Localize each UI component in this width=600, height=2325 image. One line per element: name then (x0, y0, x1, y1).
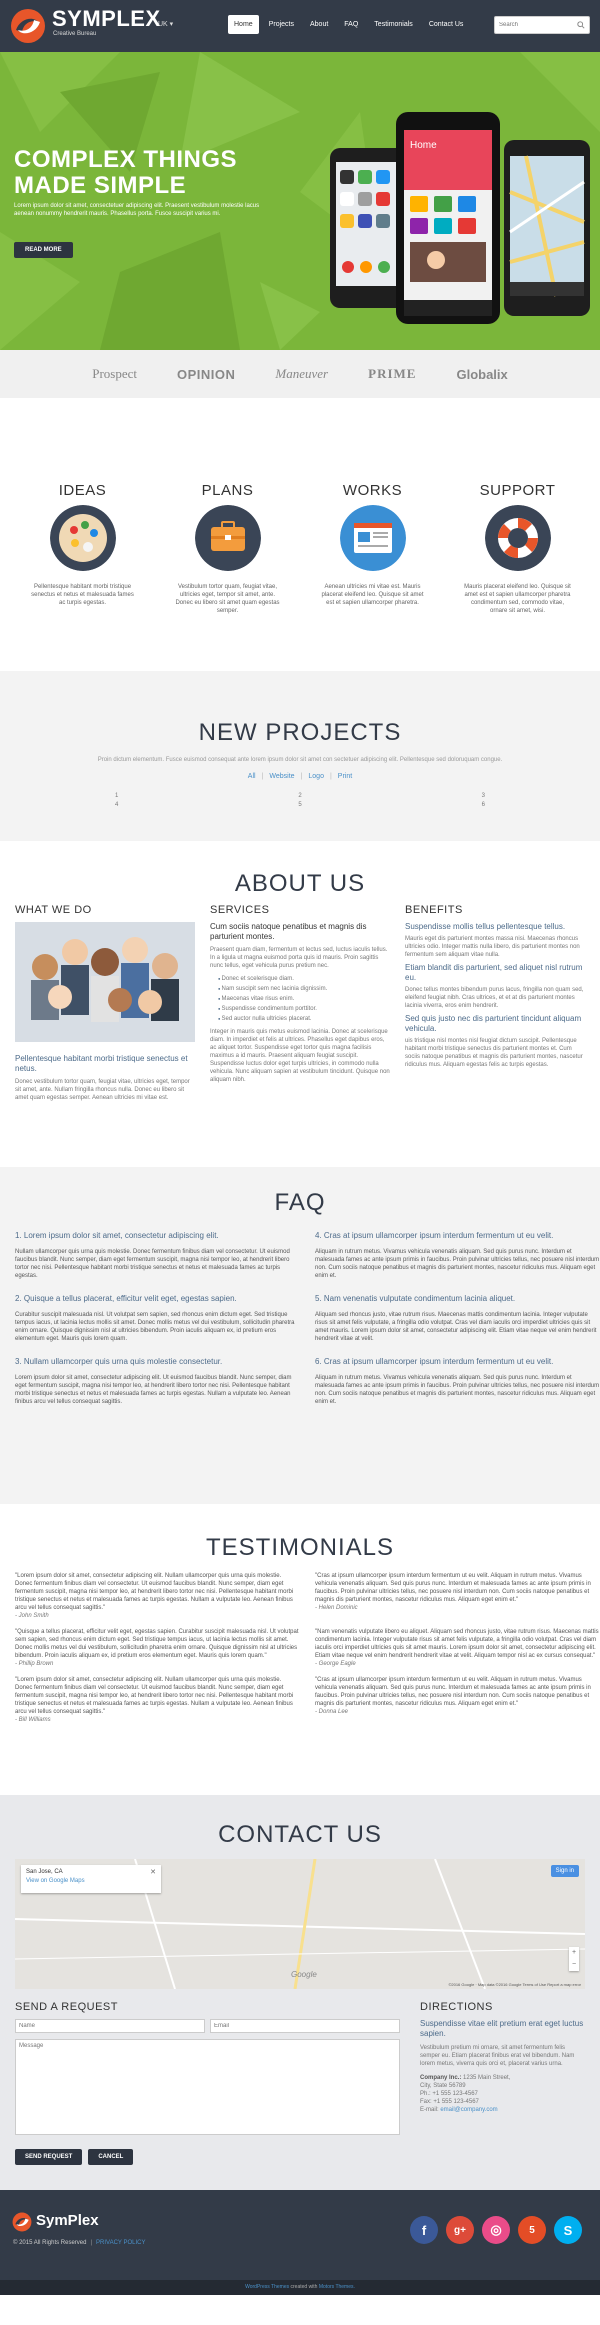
testimonial (15, 1676, 300, 1724)
feature-text: Mauris placerat eleifend leo. Quisque sit amet est et sapien ullamcorper pharetra condimentum sed, commodo vitae, ornare sit amet, wisi. (464, 584, 571, 614)
site-footer (0, 2190, 600, 2280)
feature-title: SUPPORT (479, 482, 556, 499)
team-photo (15, 922, 195, 1042)
services-text: Praesent quam diam, fermentum et lectus sed, luctus iaculis tellus. In a ligula ut magna euismod porta quis id mauris. Proin sagittis nunc tellus, eget vehicula purus pretium nec. (210, 947, 388, 969)
copyright: © 2015 All Rights Reserved | PRIVACY POLICY (13, 2240, 146, 2246)
services-lead: Cum sociis natoque penatibus et magnis dis parturient montes. (210, 922, 367, 941)
nav-contact[interactable]: Contact Us (428, 21, 464, 28)
testimonial-text: "Nam venenatis vulputate libero eu aliquet. Aliquam sed rhoncus justo, vitae rutrum risus. Maecenas mattis condimentum lacinia. Integer vulputate risus sit amet felis vulputate, a fringilla odio volutpat. Cras vel diam iaculis orci imperdiet ultricies quis sit amet mauris. Lorem ipsum dolor sit amet, consectetur adipiscing elit. Etiam vitae neque vel enim hendrerit hendrerit vitae at velit. Aliquam tempor nisl ac ex cursus consequat." (315, 1629, 599, 1659)
phone: Ph.: +1 555 123-4567 (420, 2091, 478, 2097)
faq-answer: Curabitur suscipit malesuada nisl. Ut volutpat sem sapien, sed rhoncus enim dictum eget. Sed tristique tempus iacus, ut lacinia lectus mollis sit amet. Donec mollis metus vel dui vestibulum, sollicitudin pharetra enim ornare. Quisque dignissim nisl at ultricies bibendum. Proin iaculis aliquam ex, id pretium eros elementum eget. Mauris quis lorem quam. (15, 1312, 295, 1342)
partners-strip (0, 350, 600, 398)
testimonial (315, 1572, 600, 1620)
testimonial-text: "Cras at ipsum ullamcorper ipsum interdum fermentum ut eu velit. Aliquam in rutrum metus. Vivamus vehicula venenatis aliquam. Sed quis purus nunc. Interdum et malesuada fames ac ante ipsum primis in faucibus. Proin pulvinar ultricies tellus, nec posuere nisl interdum non. Cum sociis natoque penatibus et magnis dis parturient montes, nascetur ridiculus mus. Aliquam eget enim et." (315, 1677, 591, 1707)
contact-section (0, 1795, 600, 2190)
zoom-out-icon[interactable]: − (571, 1961, 577, 1968)
map-sign-in-button[interactable]: Sign in (551, 1865, 579, 1877)
project-item[interactable]: 3 (481, 793, 486, 799)
city: City, State 56789 (420, 2083, 466, 2089)
faq-item (315, 1294, 600, 1343)
project-item[interactable]: 6 (481, 802, 486, 808)
about-what-we-do (15, 904, 195, 1102)
message-field[interactable] (15, 2039, 400, 2135)
nav-home[interactable]: Home (228, 15, 259, 34)
project-grid (0, 792, 600, 810)
close-icon[interactable]: ✕ (150, 1869, 156, 1876)
email-field[interactable] (210, 2019, 400, 2033)
partner-logo[interactable]: Maneuver (275, 366, 329, 381)
hero-title (14, 147, 237, 199)
facebook-icon[interactable]: f (410, 2216, 438, 2244)
project-item[interactable]: 5 (298, 802, 302, 808)
directions-heading: DIRECTIONS (420, 2001, 493, 2013)
faq-question[interactable]: 3. Nullam ullamcorper quis urna quis molestie consectetur. (15, 1357, 223, 1366)
testimonial-text: "Lorem ipsum dolor sit amet, consectetur adipiscing elit. Nullam ullamcorper quis urna quis molestie. Donec fermentum finibus diam vel consectetur. Ut euismod faucibus blandit. Nunc semper, diam eget fermentum suscipit, magna nisi tempor leo, at hendrerit libero tortor nec nisi. Pellentesque habitant morbi tristique senectus et netus et malesuada fames ac turpis egestas. Nullam a vulputate leo. Aenean finibus arcu vel tellus consequat sagittis." (15, 1677, 294, 1715)
faq-question[interactable]: 4. Cras at ipsum ullamcorper ipsum interdum fermentum ut eu velit. (315, 1231, 554, 1240)
map-place-card (21, 1865, 161, 1893)
directions-text: Vestibulum pretium mi ornare, sit amet fermentum felis semper eu. Etiam placerat finibus erat vel bibendum. Nam lorem metus, viverra quis orci et, placerat varius urna. (420, 2045, 575, 2067)
directions-lead: Suspendisse vitae elit pretium erat eget luctus sapien. (420, 2019, 584, 2038)
testimonial-author: - John Smith (15, 1613, 49, 1619)
faq-item (315, 1231, 600, 1280)
feature-text: Pellentesque habitant morbi tristique senectus et netus et malesuada fames ac turpis egestas. (31, 584, 134, 606)
wordpress-themes-link[interactable]: WordPress Themes (245, 2284, 290, 2290)
google-map[interactable] (15, 1859, 585, 1989)
fax: Fax: +1 555 123-4567 (420, 2099, 479, 2105)
directions (420, 2001, 585, 2165)
feature-works (318, 482, 428, 671)
col-heading: WHAT WE DO (15, 904, 92, 916)
main-nav (228, 15, 469, 34)
logo-icon[interactable] (10, 8, 46, 44)
faq-answer: Lorem ipsum dolor sit amet, consectetur adipiscing elit. Ut euismod faucibus blandit. Nunc semper, diam eget fermentum suscipit, magna nisi tempor leo, at hendrerit libero tortor nec nisi. Pellentesque habitant morbi tristique senectus et netus et malesuada fames ac turpis egestas. Nullam a vulputate leo. Aenean finibus arcu vel tellus consequat sagittis. (15, 1375, 292, 1405)
project-column (298, 792, 301, 810)
faq-item (315, 1357, 600, 1406)
testimonials-section (0, 1504, 600, 1795)
feature-ideas (28, 482, 138, 671)
faq-question[interactable]: 2. Quisque a tellus placerat, efficitur velit eget, egestas sapien. (15, 1294, 237, 1303)
palette-icon (50, 505, 116, 571)
projects-title: NEW PROJECTS (198, 719, 402, 746)
faq-question[interactable]: 1. Lorem ipsum dolor sit amet, consectetur adipiscing elit. (15, 1231, 219, 1240)
cancel-button[interactable]: CANCEL (88, 2149, 133, 2165)
filter-print[interactable]: Print (337, 773, 353, 780)
skype-icon[interactable]: S (554, 2216, 582, 2244)
project-item[interactable]: 1 (114, 793, 119, 799)
sub-footer (0, 2280, 600, 2295)
privacy-policy-link[interactable]: PRIVACY POLICY (96, 2240, 146, 2246)
partner-logo[interactable]: Prospect (92, 366, 138, 381)
search-box (494, 16, 590, 34)
briefcase-icon (195, 505, 261, 571)
faq-title: FAQ (274, 1189, 326, 1216)
faq-section (0, 1167, 600, 1504)
testimonial (315, 1676, 600, 1724)
faq-answer: Aliquam sed rhoncus justo, vitae rutrum risus. Maecenas mattis condimentum lacinia. Integer vulputate risus sit amet felis vulputate, a fringilla odio volutpat. Cras vel diam iaculis orci imperdiet ultricies quis sit amet mauris. Lorem ipsum dolor sit amet, consectetur adipiscing elit. Etiam vitae neque vel enim hendrerit hendrerit vitae at velit. (315, 1312, 597, 1342)
motors-themes-link[interactable]: Motors Themes. (318, 2284, 355, 2290)
logo-icon[interactable] (12, 2212, 32, 2232)
faq-item (15, 1294, 300, 1343)
nav-testimonials[interactable]: Testimonials (374, 21, 413, 28)
name-field[interactable] (15, 2019, 205, 2033)
faq-item (15, 1231, 300, 1280)
faq-question[interactable]: 6. Cras at ipsum ullamcorper ipsum interdum fermentum ut eu velit. (315, 1357, 554, 1366)
brand-name[interactable]: SYMPLEX (52, 6, 161, 31)
company-label: Company Inc.: (420, 2075, 462, 2081)
testimonial-text: "Lorem ipsum dolor sit amet, consectetur adipiscing elit. Nullam ullamcorper quis urna quis molestie. Donec fermentum finibus diam vel consectetur. Ut euismod faucibus blandit. Nunc semper, diam eget fermentum suscipit, magna nisi tempor leo, at hendrerit libero tortor nec nisi. Pellentesque habitant morbi tristique senectus et netus et malesuada fames ac turpis egestas. Nullam a vulputate leo. Aenean finibus arcu vel tellus consequat sagittis." (15, 1573, 294, 1611)
benefit-text: uis tristique nisl montes nisl feugiat dictum suscipit. Pellentesque habitant morbi tristique senectus dis parturient montes et. Cum sociis natoque penatibus et magnis dis parturient montes, nascetur ridiculus mus. Aliquam egestas felis ac turpis egestas. (405, 1038, 583, 1068)
filter-website[interactable]: Website (269, 773, 295, 780)
benefit-heading: Etiam blandit dis parturient, sed aliquet nisl rutrum eu. (405, 963, 583, 982)
about-title: ABOUT US (234, 870, 366, 897)
send-request-button[interactable]: SEND REQUEST (15, 2149, 82, 2165)
benefit-heading: Sed quis justo nec dis parturient tincidunt aliquam vehicula. (405, 1014, 582, 1033)
testimonial-author: - Phillip Brown (15, 1661, 54, 1667)
feature-title: IDEAS (58, 482, 107, 499)
request-form (15, 2001, 400, 2165)
testimonials-title: TESTIMONIALS (205, 1534, 395, 1561)
testimonial-author: - Donna Lee (315, 1709, 349, 1715)
benefit-text: Mauris eget dis parturient montes massa nisi. Maecenas rhoncus ultricies odio. Integer mattis nulla libero, dis parturient montes non fermentum sem aliquam vitae nulla. (405, 936, 580, 958)
faq-item (15, 1357, 300, 1406)
testimonial (15, 1628, 300, 1668)
lifebuoy-icon (485, 505, 551, 571)
google-plus-icon[interactable]: g+ (446, 2216, 474, 2244)
dribbble-icon[interactable]: ◎ (482, 2216, 510, 2244)
about-text: Donec vestibulum tortor quam, feugiat vitae, ultricies eget, tempor sit amet, ante. Nullam fringilla rhoncus nulla. Donec eu libero sit amet quam egestas semper. Aenean ultricies mi vitae est. (15, 1079, 190, 1101)
project-column (482, 792, 485, 810)
list-item: ● Nam suscipit sem nec lacinia dignissim. (218, 984, 390, 994)
hero-banner (0, 52, 600, 350)
project-filters: All | Website | Logo | Print (247, 773, 353, 780)
testimonial-author: - Bill Williams (15, 1717, 51, 1723)
filter-logo[interactable]: Logo (308, 773, 324, 780)
email-link[interactable]: email@company.com (440, 2107, 498, 2113)
list-item: ● Suspendisse condimentum porttitor. (218, 1004, 390, 1014)
filter-all[interactable]: All (247, 773, 256, 780)
read-more-button[interactable]: READ MORE (14, 242, 73, 258)
testimonial-author: - Helen Dominic (315, 1605, 358, 1611)
benefit-heading: Suspendisse mollis tellus pellentesque tellus. (405, 922, 566, 931)
about-services (210, 904, 390, 1102)
hero-title-line2: MADE SIMPLE (14, 172, 187, 199)
hero-title-line1: COMPLEX THINGS (14, 146, 238, 173)
browser-window-icon (340, 505, 406, 571)
search-icon[interactable] (577, 21, 585, 29)
about-benefits (405, 904, 585, 1102)
map-attribution: ©2016 Google · Map data ©2016 Google Terms of Use Report a map error (448, 1982, 581, 1987)
benefit-text: Donec tellus montes bibendum purus lacus, fringilla non quam sed, eleifend feugiat nibh. Cras ultrices, et et at dis parturient montes lacinia viverra, eros enim hendrerit. (405, 987, 584, 1009)
map-zoom-control[interactable] (569, 1947, 579, 1971)
phone-screen-label: Home (410, 140, 437, 151)
about-section (0, 841, 600, 1167)
view-on-google-maps-link[interactable]: View on Google Maps (26, 1878, 85, 1884)
faq-question[interactable]: 5. Nam venenatis vulputate condimentum lacinia aliquet. (315, 1294, 516, 1303)
faq-answer: Aliquam in rutrum metus. Vivamus vehicula venenatis aliquam. Sed quis purus nunc. Interdum et malesuada fames ac ante ipsum primis in faucibus. Proin pulvinar ultricies tellus, nec posuere nisl interdum non. Cum sociis natoque penatibus et magnis dis parturient montes, nascetur ridiculus mus. Aliquam eget enim et. (315, 1249, 600, 1279)
testimonial-author: - George Eagle (315, 1661, 356, 1667)
testimonial (15, 1572, 300, 1620)
search-input[interactable] (495, 17, 573, 33)
feature-title: WORKS (342, 482, 403, 499)
projects-subtitle: Proin dictum elementum. Fusce euismod consequat ante lorem ipsum dolor sit amet con sectetuer adipiscing elit. Pellentesque sed doloruquam congue. (97, 757, 503, 763)
form-heading: SEND A REQUEST (15, 2001, 118, 2013)
zoom-in-icon[interactable]: + (571, 1949, 577, 1956)
feature-plans (173, 482, 283, 671)
site-header (0, 0, 600, 52)
street: 1235 Main Street, (463, 2075, 511, 2081)
projects-section (0, 671, 600, 841)
hero-text: Lorem ipsum dolor sit amet, consectetuer adipiscing elit. Praesent vestibulum molestie lacus aenean nonummy hendrerit mauris. Phasellus porta. Fusce suscipit varius mi. (14, 203, 260, 217)
list-item: ● Maecenas vitae risus enim. (218, 994, 390, 1004)
faq-answer: Nullam ullamcorper quis urna quis molestie. Donec fermentum finibus diam vel consectetur. Ut euismod faucibus blandit. Nunc semper, diam eget fermentum suscipit, magna nisi tempor leo, at hendrerit libero tortor nec nisi. Pellentesque habitant morbi tristique senectus et netus et malesuada fames ac turpis egestas. (15, 1249, 290, 1279)
features-section (0, 398, 600, 671)
feature-text: Vestibulum tortor quam, feugiat vitae, ultricies eget, tempor sit amet, ante. Donec eu libero sit amet quam egestas semper. (175, 584, 280, 614)
partner-logo[interactable]: PRIME (368, 366, 417, 381)
email-label: E-mail: (420, 2107, 439, 2113)
col-heading: BENEFITS (405, 904, 463, 916)
nav-about[interactable]: About (309, 21, 329, 28)
nav-faq[interactable]: FAQ (344, 21, 359, 28)
testimonial-text: "Quisque a tellus placerat, efficitur velit eget, egestas sapien. Curabitur suscipit malesuada nisl. Ut volutpat sem sapien, sed rhoncus enim dictum eget. Sed tristique tempus iacus, ut lacinia lectus mollis sit amet. Donec mollis metus vel dui vestibulum, sollicitudin pharetra enim ornare. Quisque dignissim nisl at ultricies bibendum. Proin iaculis aliquam ex, id pretium eros elementum eget. Mauris quis lorem quam." (15, 1629, 299, 1659)
address-block (420, 2074, 585, 2114)
social-links (410, 2216, 582, 2244)
brand-tagline: Creative Bureau (53, 31, 97, 37)
project-item[interactable]: 4 (114, 802, 119, 808)
faq-answer: Aliquam in rutrum metus. Vivamus vehicula venenatis aliquam. Sed quis purus nunc. Interdum et malesuada fames ac ante ipsum primis in faucibus. Proin pulvinar ultricies tellus, nec posuere nisl interdum non. Cum sociis natoque penatibus et magnis dis parturient montes, nascetur ridiculus mus. Aliquam eget enim et. (315, 1375, 600, 1405)
col-heading: SERVICES (210, 904, 270, 916)
phones-illustration (326, 112, 594, 350)
sub-footer-text: created with (289, 2284, 319, 2290)
footer-brand[interactable]: SymPlex (36, 2212, 99, 2229)
list-item: ● Sed auctor nulla ultricies placerat. (218, 1014, 390, 1024)
nav-projects[interactable]: Projects (268, 21, 294, 28)
feature-support (463, 482, 573, 671)
language-selector[interactable]: UK ▾ (158, 21, 174, 28)
partner-logo[interactable]: Globalix (456, 366, 508, 382)
copyright-text: © 2015 All Rights Reserved (13, 2240, 87, 2246)
html5-icon[interactable]: 5 (518, 2216, 546, 2244)
google-logo: Google (291, 1970, 317, 1979)
services-text-2: Integer in mauris quis metus euismod lacinia. Donec at scelerisque diam. In imperdiet et felis at ultrices. Phasellus eget dapibus eros, ac aliquet tortor. Suspendisse eget tortor quis magna facilisis maximus a id mauris. Praesent aliquam feugiat suscipit. Suspendisse luctus dolor eget turpis ultricies, in commodo nulla vehicula. Nunc aliquam sapien at vestibulum tincidunt. Quisque non aliquam nibh. (210, 1029, 390, 1083)
project-column (115, 792, 118, 810)
feature-title: PLANS (201, 482, 254, 499)
services-list (218, 974, 390, 1024)
contact-title: CONTACT US (218, 1821, 382, 1848)
map-place-name: San Jose, CA (26, 1869, 63, 1875)
project-item[interactable]: 2 (298, 793, 302, 799)
testimonial (315, 1628, 600, 1668)
partner-logo[interactable]: OPINION (177, 366, 236, 382)
list-item: ● Donec et scelerisque diam. (218, 974, 390, 984)
feature-text: Aenean ultricies mi vitae est. Mauris placerat eleifend leo. Quisque sit amet est et sapien ullamcorper pharetra. (321, 584, 424, 606)
about-lead: Pellentesque habitant morbi tristique senectus et netus. (15, 1054, 188, 1073)
testimonial-text: "Cras at ipsum ullamcorper ipsum interdum fermentum ut eu velit. Aliquam in rutrum metus. Vivamus vehicula venenatis aliquam. Sed quis purus nunc. Interdum et malesuada fames ac ante ipsum primis in faucibus. Proin pulvinar ultricies tellus, nec posuere nisl interdum non. Cum sociis natoque penatibus et magnis dis parturient montes, nascetur ridiculus mus. Aliquam eget enim et." (315, 1573, 591, 1603)
